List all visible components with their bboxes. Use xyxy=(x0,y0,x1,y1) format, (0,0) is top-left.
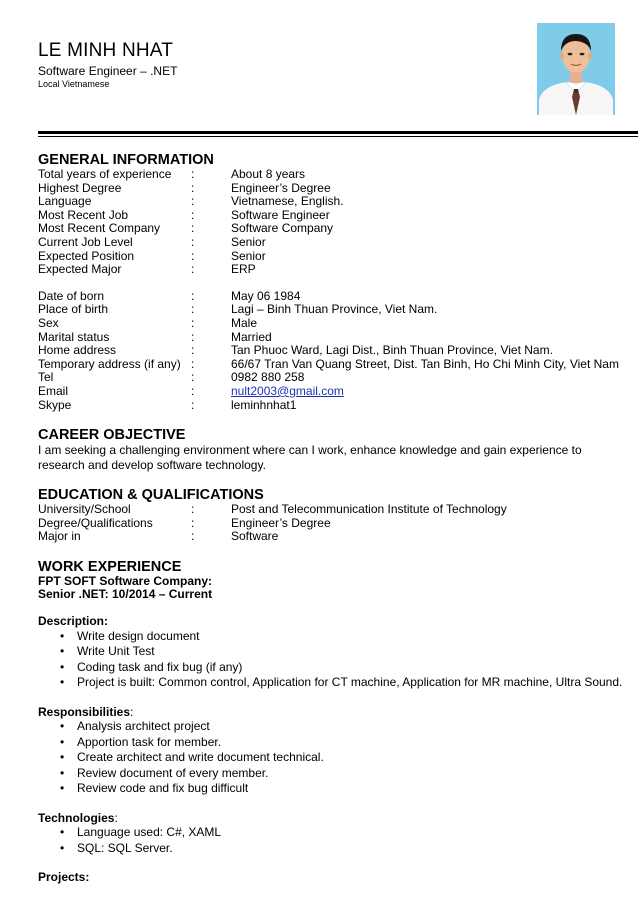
candidate-nationality: Local Vietnamese xyxy=(38,79,110,89)
list-item: • Review document of every member. xyxy=(60,766,628,782)
header-divider-thick xyxy=(38,131,638,134)
description-list xyxy=(60,629,628,691)
resume-body xyxy=(38,152,628,885)
email-link[interactable]: nult2003@gmail.com xyxy=(231,383,344,398)
list-item: • Review code and fix bug difficult xyxy=(60,781,628,797)
responsibilities-label-row: Responsibilities: xyxy=(38,704,134,719)
info-row: Place of birth : Lagi – Binh Thuan Province, Viet Nam. xyxy=(38,302,438,317)
education-heading: EDUCATION & QUALIFICATIONS xyxy=(38,487,264,504)
job-role: Senior .NET: 10/2014 – Current xyxy=(38,587,213,602)
list-item: • Language used: C#, XAML xyxy=(60,825,628,841)
info-row: Total years of experience : About 8 years xyxy=(38,167,306,181)
list-item: • Analysis architect project xyxy=(60,719,628,735)
technologies-list xyxy=(60,825,628,856)
info-row: Skype : leminhnhat1 xyxy=(38,397,297,412)
info-row: Most Recent Company : Software Company xyxy=(38,221,334,236)
info-row: Expected Position : Senior xyxy=(38,248,266,263)
list-item: • SQL: SQL Server. xyxy=(60,841,628,857)
technologies-label-row: Technologies: xyxy=(38,810,118,825)
info-row: Email : nult2003@gmail.com xyxy=(38,383,344,398)
company-name: FPT SOFT Software Company: xyxy=(38,573,213,588)
info-row: Temporary address (if any) : 66/67 Tran Van Quang Street, Dist. Tan Binh, Ho Chi Minh City, Viet Nam xyxy=(38,356,619,371)
career-objective-text: I am seeking a challenging environment where can I work, enhance knowledge and gain experience to research and develop software technology. xyxy=(38,443,582,472)
info-row: University/School : Post and Telecommunication Institute of Technology xyxy=(38,502,507,517)
general-info-list-b xyxy=(38,290,628,412)
info-row: Language : Vietnamese, English. xyxy=(38,194,344,209)
list-item: • Coding task and fix bug (if any) xyxy=(60,660,628,676)
responsibilities-list xyxy=(60,719,628,797)
technologies-label: Technologies xyxy=(38,810,115,825)
list-item: • Apportion task for member. xyxy=(60,735,628,751)
responsibilities-label: Responsibilities xyxy=(38,704,131,719)
general-information-heading: GENERAL INFORMATION xyxy=(38,152,214,168)
description-label: Description: xyxy=(38,614,109,629)
list-item: • Write Unit Test xyxy=(60,644,628,660)
info-row: Date of born : May 06 1984 xyxy=(38,288,301,303)
info-row: Tel : 0982 880 258 xyxy=(38,370,305,385)
info-row: Sex : Male xyxy=(38,315,258,330)
candidate-name: LE MINH NHAT xyxy=(38,40,174,61)
education-list xyxy=(38,503,628,544)
info-row: Marital status : Married xyxy=(38,329,272,344)
info-row: Expected Major : ERP xyxy=(38,262,256,277)
info-row: Most Recent Job : Software Engineer xyxy=(38,207,330,222)
info-row: Current Job Level : Senior xyxy=(38,234,266,249)
resume-header xyxy=(38,40,177,90)
info-row: Degree/Qualifications : Engineer’s Degree xyxy=(38,515,331,530)
info-row: Major in : Software xyxy=(38,529,279,544)
info-row: Highest Degree : Engineer’s Degree xyxy=(38,180,331,195)
candidate-title: Software Engineer – .NET xyxy=(38,64,178,78)
person-portrait-icon xyxy=(537,23,615,115)
list-item: • Write design document xyxy=(60,629,628,645)
general-info-list-a xyxy=(38,168,628,277)
projects-label: Projects: xyxy=(38,870,90,885)
profile-photo xyxy=(537,23,615,115)
list-item: • Create architect and write document technical. xyxy=(60,750,628,766)
career-objective-heading: CAREER OBJECTIVE xyxy=(38,427,186,444)
work-experience-heading: WORK EXPERIENCE xyxy=(38,558,182,575)
list-item: • Project is built: Common control, Application for CT machine, Application for MR machine, Ultra Sound. xyxy=(60,675,628,691)
info-row: Home address : Tan Phuoc Ward, Lagi Dist., Binh Thuan Province, Viet Nam. xyxy=(38,343,553,358)
header-divider-thin xyxy=(38,136,638,137)
